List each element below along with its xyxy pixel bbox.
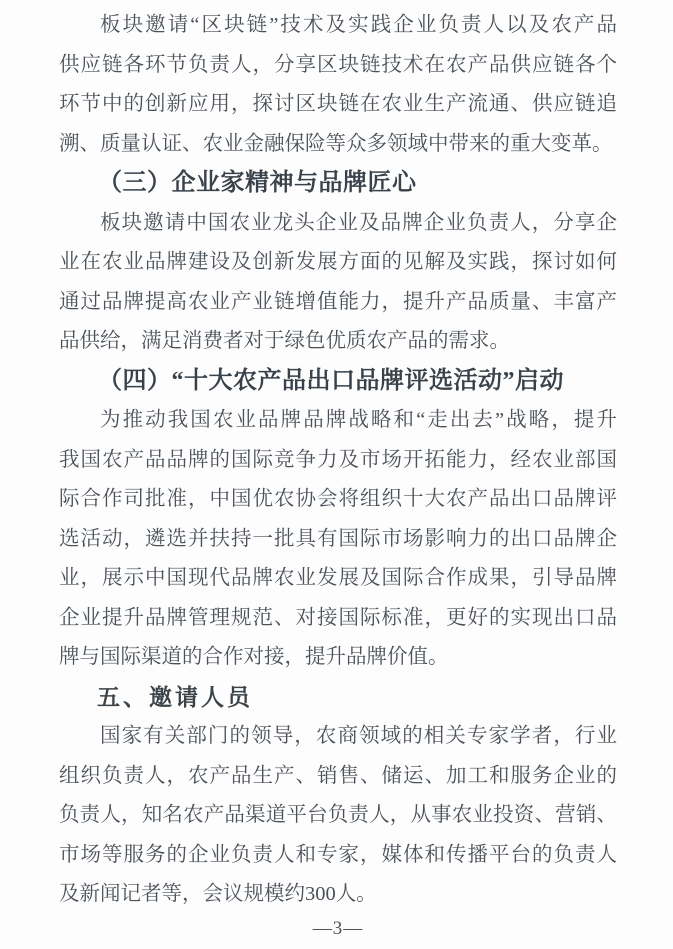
document-text-block: [59, 6, 617, 915]
body-text-line: 及新闻记者等，会议规模约300人。: [59, 883, 377, 905]
body-text-line: 组织负责人，农产品生产、销售、储运、加工和服务企业的: [59, 764, 617, 787]
body-text-line: 板块邀请中国农业龙头企业及品牌企业负责人，分享企: [100, 211, 617, 234]
heading-section-5: 五、邀请人员: [97, 683, 253, 710]
body-text-line: 品供给，满足消费者对于绿色优质农产品的需求。: [59, 330, 510, 352]
body-text-line: 牌与国际渠道的合作对接，提升品牌价值。: [59, 646, 449, 668]
body-text-line: 选活动，遴选并扶持一批具有国际市场影响力的出口品牌企: [59, 527, 617, 550]
body-text-line: 板块邀请“区块链”技术及实践企业负责人以及农产品: [100, 14, 617, 36]
page-number: —3—: [312, 917, 364, 939]
body-text-line: 通过品牌提高农业产业链增值能力，提升产品质量、丰富产: [59, 290, 617, 313]
heading-section-4: （四）“十大农产品出口品牌评选活动”启动: [98, 367, 564, 394]
heading-section-3: （三）企业家精神与品牌匠心: [98, 170, 417, 196]
body-text-line: 企业提升品牌管理规范、对接国际标准，更好的实现出口品: [59, 606, 617, 629]
body-text-line: 业，展示中国现代品牌农业发展及国际合作成果，引导品牌: [59, 567, 617, 589]
body-text-line: 国家有关部门的领导，农商领域的相关专家学者，行业: [100, 725, 617, 747]
body-text-line: 供应链各环节负责人，分享区块链技术在农产品供应链各个: [59, 53, 617, 76]
body-text-line: 环节中的创新应用，探讨区块链在农业生产流通、供应链追: [59, 93, 617, 115]
body-text-line: 我国农产品品牌的国际竞争力及市场开拓能力，经农业部国: [59, 448, 617, 471]
body-text-line: 市场等服务的企业负责人和专家，媒体和传播平台的负责人: [59, 843, 617, 866]
body-text-line: 溯、质量认证、农业金融保险等众多领域中带来的重大变革。: [59, 132, 613, 155]
body-text-line: 业在农业品牌建设及创新发展方面的见解及实践，探讨如何: [59, 251, 617, 273]
body-text-line: 为推动我国农业品牌品牌战略和“走出去”战略，提升: [100, 409, 617, 431]
body-text-line: 际合作司批准，中国优农协会将组织十大农产品出口品牌评: [59, 488, 617, 510]
body-text-line: 负责人，知名农产品渠道平台负责人，从事农业投资、营销、: [59, 804, 617, 826]
